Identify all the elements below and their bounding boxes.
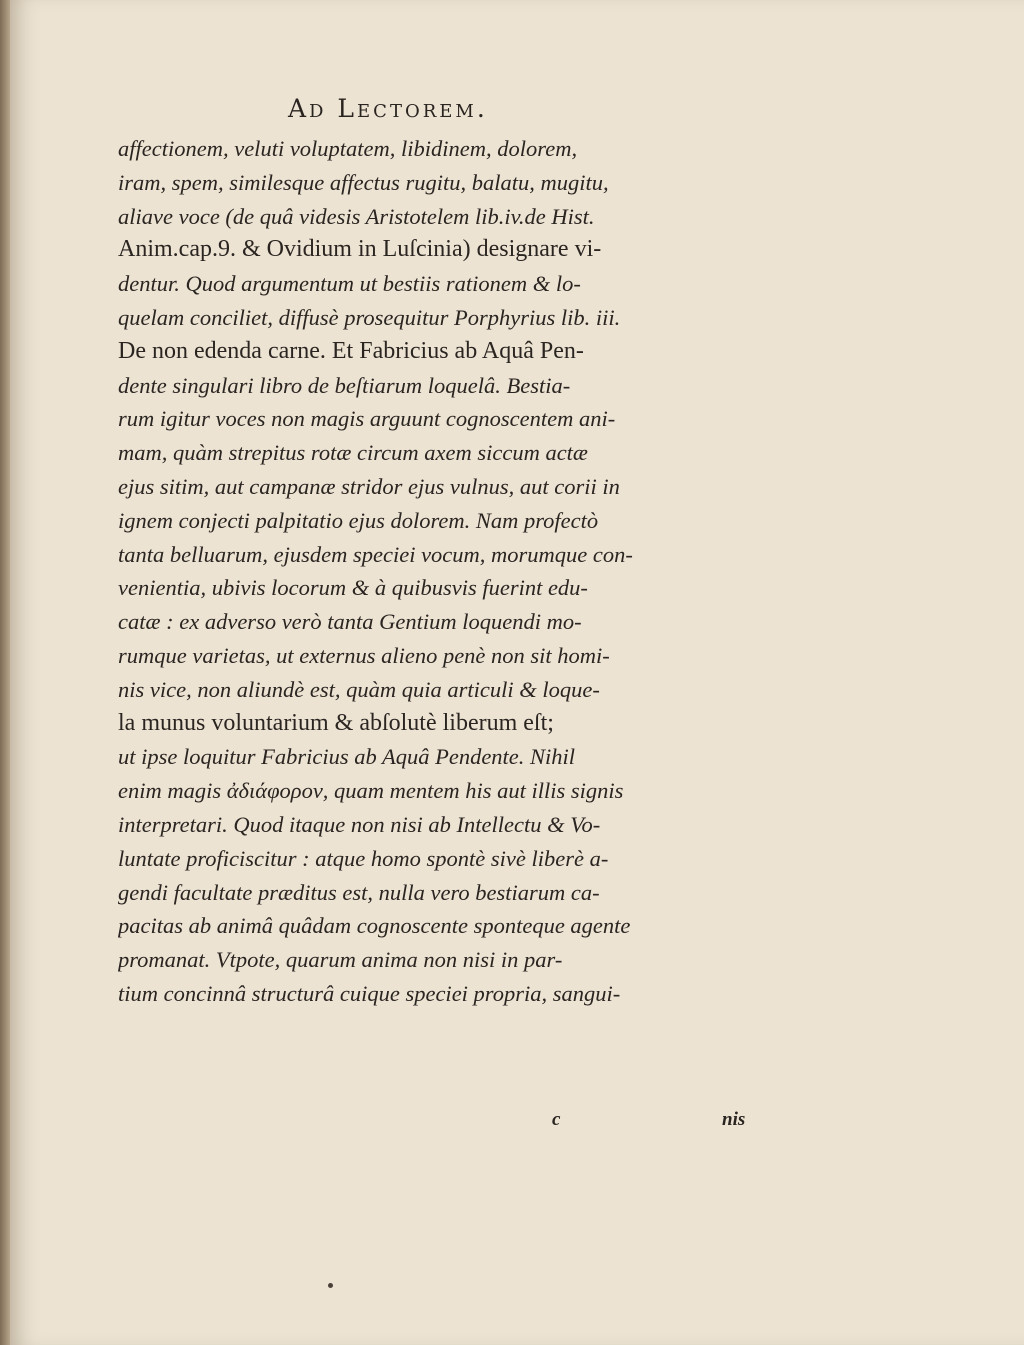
text-line: catæ : ex adverso verò tanta Gentium loquendi mo- <box>118 609 582 635</box>
text-line: nis vice, non aliundè est, quàm quia articuli & loque- <box>118 676 600 702</box>
text-line: tium concinnâ structurâ cuique speciei propria, sangui- <box>118 980 621 1006</box>
text-line: promanat. Vtpote, quarum anima non nisi in par- <box>118 947 563 973</box>
text-line: ejus sitim, aut campanæ stridor ejus vulnus, aut corii in <box>118 473 620 499</box>
text-line: Anim.cap.9. & Ovidium in Luſcinia) designare vi- <box>118 236 602 263</box>
text-line: quelam conciliet, diffusè prosequitur Porphyrius lib. iii. <box>118 304 621 330</box>
text-line: De non edenda carne. Et Fabricius ab Aquâ Pen- <box>118 337 584 364</box>
body-text <box>118 132 763 1011</box>
book-spine <box>0 0 10 1345</box>
text-line: mam, quàm strepitus rotæ circum axem siccum actæ <box>118 440 588 466</box>
text-line: la munus voluntarium & abſolutè liberum eſt; <box>118 709 554 736</box>
text-line: tanta belluarum, ejusdem speciei vocum, morumque con- <box>118 541 633 567</box>
text-line: enim magis ἀδιάφορον, quam mentem his aut illis signis <box>118 778 624 804</box>
text-line: dente singulari libro de beſtiarum loquelâ. Bestia- <box>118 372 571 398</box>
text-line: pacitas ab animâ quâdam cognoscente sponteque agente <box>118 913 631 939</box>
text-line: ut ipse loquitur Fabricius ab Aquâ Pendente. Nihil <box>118 744 576 770</box>
text-line: luntate proficiscitur : atque homo spontè sivè liberè a- <box>118 845 609 871</box>
catchword: nis <box>722 1109 746 1130</box>
text-line: ignem conjecti palpitatio ejus dolorem. Nam profectò <box>118 507 599 533</box>
text-line: rumque varietas, ut externus alieno penè non sit homi- <box>118 642 610 668</box>
running-header: Ad Lectorem. <box>288 94 488 123</box>
signature-mark: c <box>552 1109 561 1130</box>
text-line: affectionem, veluti voluptatem, libidinem, dolorem, <box>118 136 578 161</box>
text-line: aliave voce (de quâ videsis Aristotelem lib.iv.de Hist. <box>118 203 595 229</box>
text-line: interpretari. Quod itaque non nisi ab Intellectu & Vo- <box>118 811 601 837</box>
text-line: rum igitur voces non magis arguunt cognoscentem ani- <box>118 406 616 432</box>
text-line: iram, spem, similesque affectus rugitu, balatu, mugitu, <box>118 169 609 195</box>
text-line: dentur. Quod argumentum ut bestiis rationem & lo- <box>118 271 581 297</box>
text-line: venientia, ubivis locorum & à quibusvis fuerint edu- <box>118 575 588 601</box>
ink-spot <box>328 1283 333 1288</box>
text-line: gendi facultate præditus est, nulla vero bestiarum ca- <box>118 879 600 905</box>
